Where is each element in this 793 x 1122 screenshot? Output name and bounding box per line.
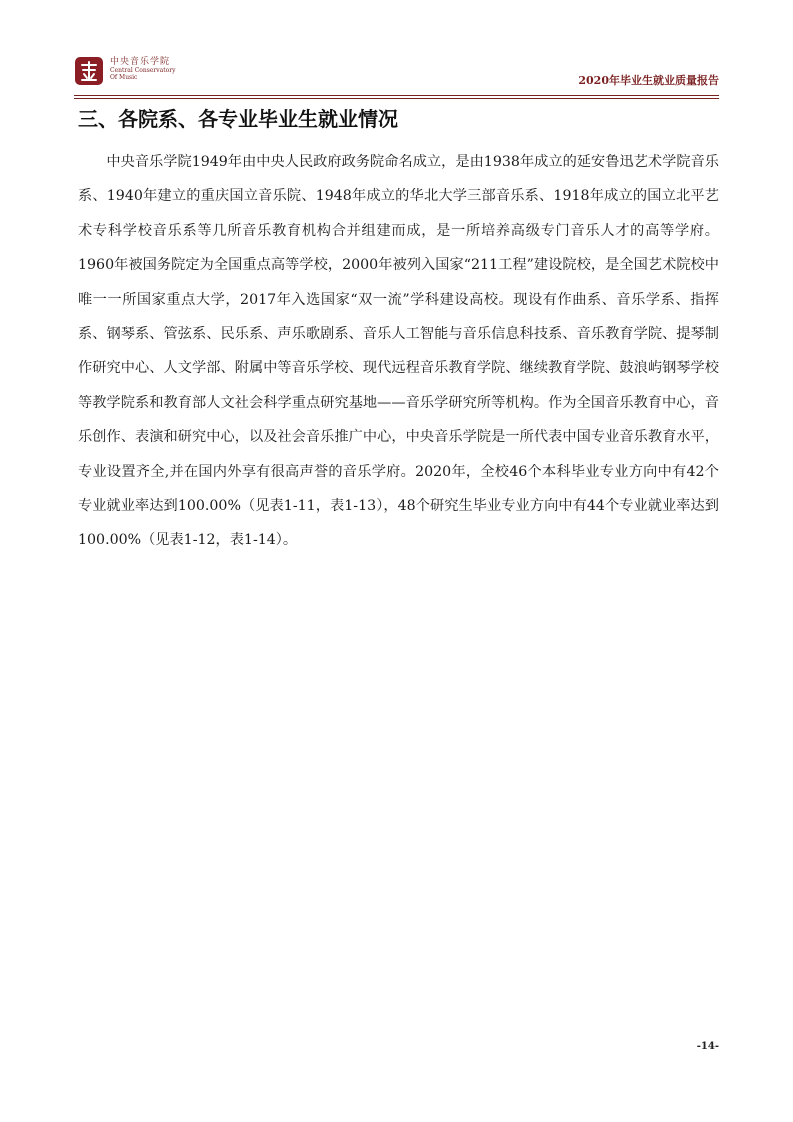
logo-english-name: [110, 67, 176, 81]
conservatory-logo-icon: [74, 56, 104, 86]
body-paragraph: 中央音乐学院1949年由中央人民政府政务院命名成立，是由1938年成立的延安鲁迅艺术学院音乐系、1940年建立的重庆国立音乐院、1948年成立的华北大学三部音乐系、1918年成立的国立北平艺术专科学校音乐系等几所音乐教育机构合并组建而成，是一所培养高级专门音乐人才的高等学府。1960年被国务院定为全国重点高等学校，2000年被列入国家“211工程”建设院校，是全国艺术院校中唯一一所国家重点大学，2017年入选国家“双一流”学科建设高校。现设有作曲系、音乐学系、指挥系、钢琴系、管弦系、民乐系、声乐歌剧系、音乐人工智能与音乐信息科技系、音乐教育学院、提琴制作研究中心、人文学部、附属中等音乐学校、现代远程音乐教育学院、继续教育学院、鼓浪屿钢琴学校等教学院系和教育部人文社会科学重点研究基地——音乐学研究所等机构。作为全国音乐教育中心，音乐创作、表演和研究中心，以及社会音乐推广中心，中央音乐学院是一所代表中国专业音乐教育水平，专业设置齐全,并在国内外享有很高声誉的音乐学府。2020年，全校46个本科毕业专业方向中有42个专业就业率达到100.00%（见表1-11，表1-13），48个研究生毕业专业方向中有44个专业就业率达到100.00%（见表1-12，表1-14）。: [78, 154, 719, 549]
section-heading: 三、各院系、各专业毕业生就业情况: [78, 107, 398, 131]
page-number: -14-: [696, 1041, 719, 1052]
header-rule-bottom: [74, 98, 719, 99]
header-rule-top: [74, 95, 719, 96]
report-title: 2020年毕业生就业质量报告: [578, 74, 719, 87]
logo-english-line1: Central Conservatory: [110, 67, 176, 74]
logo-chinese-name: 中央音乐学院: [110, 57, 171, 67]
page-header: [74, 50, 719, 96]
logo-english-line2: Of Music: [110, 74, 138, 81]
